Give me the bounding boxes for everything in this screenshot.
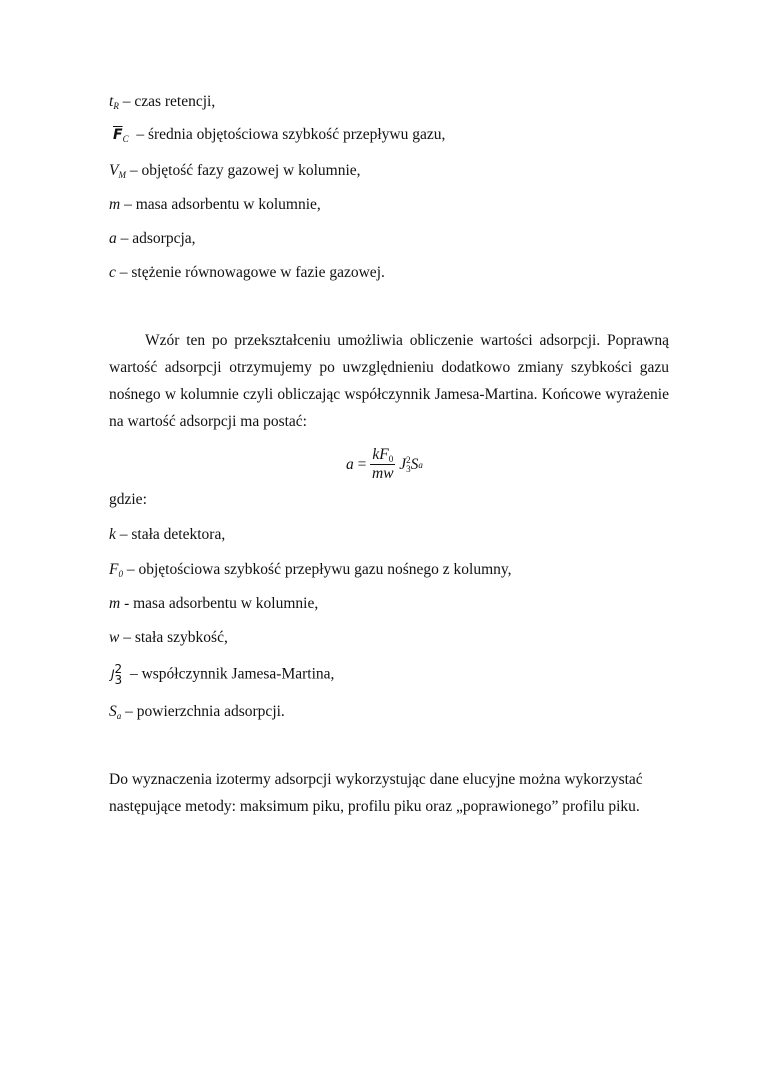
where-label: gdzie:	[109, 491, 147, 508]
definition-c: c – stężenie równowagowe w fazie gazowej.	[109, 264, 385, 281]
paragraph-2: Do wyznaczenia izotermy adsorpcji wykorzystując dane elucyjne można wykorzystać następujące metody: maksimum piku, profilu piku oraz „poprawionego” profilu piku.	[109, 771, 643, 815]
definition-w: w – stała szybkość,	[109, 629, 228, 646]
definition-f0: $F_0$ – objętościowa szybkość przepływu gazu nośnego z kolumny,	[109, 561, 512, 579]
definition-tr: $t_R$ – czas retencji,	[109, 93, 216, 111]
definition-m2: m - masa adsorbentu w kolumnie,	[109, 595, 319, 612]
definition-sa: $S_a$ – powierzchnia adsorpcji.	[109, 703, 285, 721]
definition-fc: $\overline{F}_C$ – średnia objętościowa szybkość przepływu gazu,	[113, 126, 446, 144]
definition-k: k – stała detektora,	[109, 526, 226, 543]
paragraph-1: Wzór ten po przekształceniu umożliwia obliczenie wartości adsorpcji. Poprawną wartość adsorpcji otrzymujemy po uwzględnieniu dodatkowo zmiany szybkości gazu nośnego w kolumnie czyli obliczając współczynnik Jamesa-Martina. Końcowe wyrażenie na wartość adsorpcji ma postać:	[109, 332, 669, 430]
definition-vm: $V_M$ – objętość fazy gazowej w kolumnie,	[109, 162, 361, 180]
definition-m: m – masa adsorbentu w kolumnie,	[109, 196, 321, 213]
adsorption-formula: a = $\frac{kF_0}{mw}$ J 2 3 S a	[346, 446, 423, 482]
definition-a: a – adsorpcja,	[109, 230, 196, 247]
definition-j: J 2 3 – współczynnik Jamesa-Martina,	[111, 662, 335, 687]
